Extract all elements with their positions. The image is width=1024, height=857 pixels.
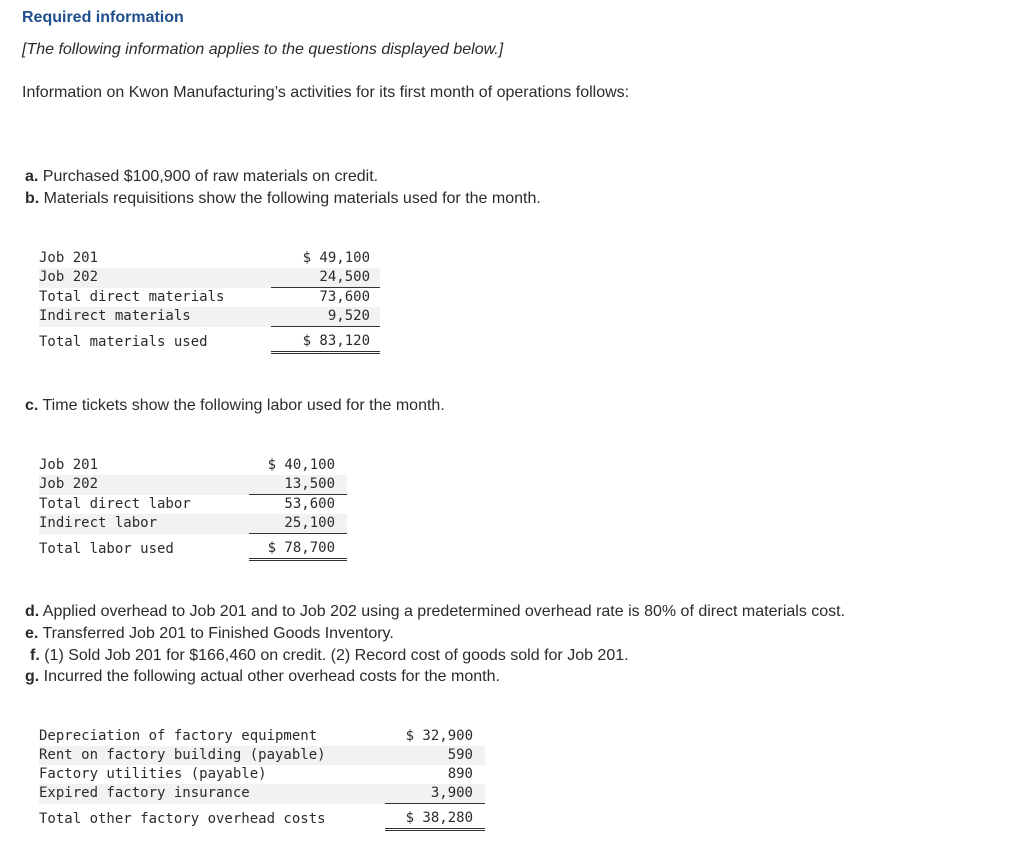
required-information-heading: Required information: [22, 9, 184, 26]
table-row: Total direct materials 73,600: [39, 288, 370, 305]
table-row: Indirect materials 9,520: [39, 307, 380, 327]
table-row: Total direct labor 53,600: [39, 495, 335, 512]
table-row: Job 201 $ 49,100: [39, 250, 370, 266]
table-row: Total materials used $ 83,120: [39, 332, 380, 353]
table-row: Factory utilities (payable) 890: [39, 766, 473, 782]
item-b: b. Materials requisitions show the following materials used for the month.: [25, 190, 541, 207]
instruction-note: [The following information applies to the questions displayed below.]: [22, 41, 504, 58]
table-row: Job 201 $ 40,100: [39, 457, 335, 473]
materials-table: [39, 249, 380, 354]
item-c: c. Time tickets show the following labor used for the month.: [25, 397, 445, 414]
overhead-table: [39, 727, 485, 831]
item-d: d. Applied overhead to Job 201 and to Job 202 using a predetermined overhead rate is 80% of direct materials cost.: [25, 603, 846, 620]
table-row: Job 202 24,500: [39, 268, 380, 288]
item-e: e. Transferred Job 201 to Finished Goods Inventory.: [25, 625, 394, 642]
labor-table: [39, 456, 347, 561]
table-row: Indirect labor 25,100: [39, 514, 347, 534]
intro-text: Information on Kwon Manufacturing’s activities for its first month of operations follows:: [22, 84, 630, 101]
table-row: Total labor used $ 78,700: [39, 539, 347, 560]
item-g: g. Incurred the following actual other overhead costs for the month.: [25, 668, 500, 685]
table-row: Expired factory insurance 3,900: [39, 784, 485, 804]
table-row: Rent on factory building (payable) 590: [39, 746, 485, 765]
item-f: f. (1) Sold Job 201 for $166,460 on credit. (2) Record cost of goods sold for Job 201.: [30, 647, 629, 664]
item-a: a. Purchased $100,900 of raw materials on credit.: [25, 168, 379, 185]
table-row: Job 202 13,500: [39, 475, 347, 495]
table-row: Total other factory overhead costs $ 38,280: [39, 809, 485, 830]
table-row: Depreciation of factory equipment $ 32,900: [39, 728, 473, 744]
